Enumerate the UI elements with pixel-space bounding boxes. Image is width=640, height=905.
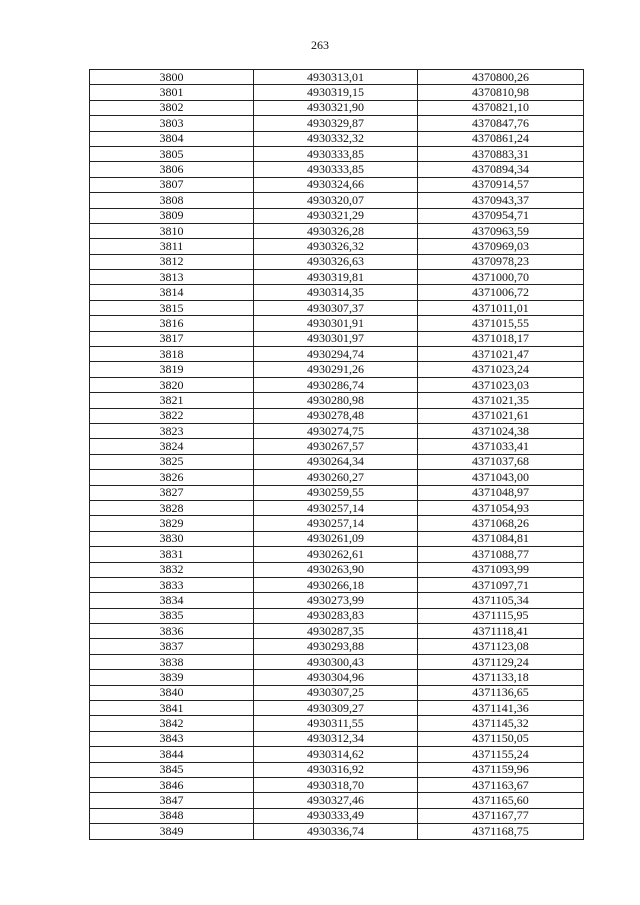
x-coordinate-cell: 4930274,75 <box>254 423 418 438</box>
y-coordinate-cell: 4371145,32 <box>418 716 584 731</box>
x-coordinate-cell: 4930307,37 <box>254 300 418 315</box>
table-row <box>90 500 584 515</box>
y-coordinate-cell: 4371021,35 <box>418 393 584 408</box>
table-row <box>90 423 584 438</box>
y-coordinate-cell: 4370894,34 <box>418 162 584 177</box>
table-row <box>90 146 584 161</box>
x-coordinate-cell: 4930259,55 <box>254 485 418 500</box>
point-number-cell: 3819 <box>90 362 254 377</box>
y-coordinate-cell: 4371021,61 <box>418 408 584 423</box>
table-row <box>90 654 584 669</box>
table-row <box>90 793 584 808</box>
x-coordinate-cell: 4930321,29 <box>254 208 418 223</box>
table-row <box>90 116 584 131</box>
x-coordinate-cell: 4930336,74 <box>254 824 418 839</box>
point-number-cell: 3848 <box>90 808 254 823</box>
y-coordinate-cell: 4370883,31 <box>418 146 584 161</box>
table-row <box>90 577 584 592</box>
table-row <box>90 485 584 500</box>
point-number-cell: 3822 <box>90 408 254 423</box>
y-coordinate-cell: 4370861,24 <box>418 131 584 146</box>
x-coordinate-cell: 4930326,63 <box>254 254 418 269</box>
x-coordinate-cell: 4930261,09 <box>254 531 418 546</box>
table-row <box>90 777 584 792</box>
x-coordinate-cell: 4930329,87 <box>254 116 418 131</box>
point-number-cell: 3824 <box>90 439 254 454</box>
x-coordinate-cell: 4930291,26 <box>254 362 418 377</box>
table-row <box>90 70 584 85</box>
coordinates-table-body <box>90 70 584 840</box>
y-coordinate-cell: 4370914,57 <box>418 177 584 192</box>
point-number-cell: 3845 <box>90 762 254 777</box>
y-coordinate-cell: 4371018,17 <box>418 331 584 346</box>
table-row <box>90 131 584 146</box>
table-row <box>90 624 584 639</box>
point-number-cell: 3849 <box>90 824 254 839</box>
y-coordinate-cell: 4371093,99 <box>418 562 584 577</box>
point-number-cell: 3801 <box>90 85 254 100</box>
x-coordinate-cell: 4930318,70 <box>254 777 418 792</box>
table-row <box>90 762 584 777</box>
point-number-cell: 3814 <box>90 285 254 300</box>
x-coordinate-cell: 4930257,14 <box>254 500 418 515</box>
point-number-cell: 3811 <box>90 239 254 254</box>
table-row <box>90 100 584 115</box>
point-number-cell: 3841 <box>90 701 254 716</box>
y-coordinate-cell: 4370969,03 <box>418 239 584 254</box>
y-coordinate-cell: 4371123,08 <box>418 639 584 654</box>
point-number-cell: 3808 <box>90 193 254 208</box>
y-coordinate-cell: 4371167,77 <box>418 808 584 823</box>
y-coordinate-cell: 4371105,34 <box>418 593 584 608</box>
point-number-cell: 3838 <box>90 654 254 669</box>
x-coordinate-cell: 4930287,35 <box>254 624 418 639</box>
point-number-cell: 3820 <box>90 377 254 392</box>
x-coordinate-cell: 4930301,91 <box>254 316 418 331</box>
table-row <box>90 285 584 300</box>
y-coordinate-cell: 4371150,05 <box>418 731 584 746</box>
x-coordinate-cell: 4930267,57 <box>254 439 418 454</box>
table-row <box>90 454 584 469</box>
table-row <box>90 747 584 762</box>
point-number-cell: 3826 <box>90 470 254 485</box>
table-row <box>90 316 584 331</box>
point-number-cell: 3834 <box>90 593 254 608</box>
x-coordinate-cell: 4930333,85 <box>254 162 418 177</box>
y-coordinate-cell: 4371054,93 <box>418 500 584 515</box>
y-coordinate-cell: 4371006,72 <box>418 285 584 300</box>
point-number-cell: 3818 <box>90 347 254 362</box>
table-row <box>90 808 584 823</box>
table-row <box>90 731 584 746</box>
x-coordinate-cell: 4930263,90 <box>254 562 418 577</box>
table-row <box>90 254 584 269</box>
point-number-cell: 3810 <box>90 223 254 238</box>
point-number-cell: 3832 <box>90 562 254 577</box>
x-coordinate-cell: 4930326,28 <box>254 223 418 238</box>
point-number-cell: 3817 <box>90 331 254 346</box>
x-coordinate-cell: 4930301,97 <box>254 331 418 346</box>
point-number-cell: 3827 <box>90 485 254 500</box>
x-coordinate-cell: 4930257,14 <box>254 516 418 531</box>
point-number-cell: 3806 <box>90 162 254 177</box>
y-coordinate-cell: 4370943,37 <box>418 193 584 208</box>
y-coordinate-cell: 4371133,18 <box>418 670 584 685</box>
point-number-cell: 3842 <box>90 716 254 731</box>
table-row <box>90 562 584 577</box>
table-row <box>90 608 584 623</box>
x-coordinate-cell: 4930262,61 <box>254 547 418 562</box>
table-row <box>90 270 584 285</box>
x-coordinate-cell: 4930280,98 <box>254 393 418 408</box>
point-number-cell: 3812 <box>90 254 254 269</box>
x-coordinate-cell: 4930264,34 <box>254 454 418 469</box>
x-coordinate-cell: 4930294,74 <box>254 347 418 362</box>
point-number-cell: 3804 <box>90 131 254 146</box>
table-row <box>90 331 584 346</box>
table-row <box>90 223 584 238</box>
y-coordinate-cell: 4370800,26 <box>418 70 584 85</box>
y-coordinate-cell: 4371118,41 <box>418 624 584 639</box>
x-coordinate-cell: 4930326,32 <box>254 239 418 254</box>
x-coordinate-cell: 4930319,15 <box>254 85 418 100</box>
y-coordinate-cell: 4371037,68 <box>418 454 584 469</box>
point-number-cell: 3815 <box>90 300 254 315</box>
table-row <box>90 531 584 546</box>
x-coordinate-cell: 4930260,27 <box>254 470 418 485</box>
y-coordinate-cell: 4371136,65 <box>418 685 584 700</box>
table-row <box>90 347 584 362</box>
y-coordinate-cell: 4371088,77 <box>418 547 584 562</box>
table-row <box>90 362 584 377</box>
x-coordinate-cell: 4930314,35 <box>254 285 418 300</box>
y-coordinate-cell: 4371068,26 <box>418 516 584 531</box>
y-coordinate-cell: 4371021,47 <box>418 347 584 362</box>
x-coordinate-cell: 4930300,43 <box>254 654 418 669</box>
y-coordinate-cell: 4371011,01 <box>418 300 584 315</box>
x-coordinate-cell: 4930278,48 <box>254 408 418 423</box>
y-coordinate-cell: 4371159,96 <box>418 762 584 777</box>
x-coordinate-cell: 4930307,25 <box>254 685 418 700</box>
table-row <box>90 239 584 254</box>
table-row <box>90 300 584 315</box>
y-coordinate-cell: 4371000,70 <box>418 270 584 285</box>
point-number-cell: 3829 <box>90 516 254 531</box>
x-coordinate-cell: 4930283,83 <box>254 608 418 623</box>
x-coordinate-cell: 4930333,49 <box>254 808 418 823</box>
point-number-cell: 3813 <box>90 270 254 285</box>
x-coordinate-cell: 4930311,55 <box>254 716 418 731</box>
y-coordinate-cell: 4371155,24 <box>418 747 584 762</box>
point-number-cell: 3840 <box>90 685 254 700</box>
y-coordinate-cell: 4370963,59 <box>418 223 584 238</box>
x-coordinate-cell: 4930309,27 <box>254 701 418 716</box>
x-coordinate-cell: 4930286,74 <box>254 377 418 392</box>
y-coordinate-cell: 4370810,98 <box>418 85 584 100</box>
x-coordinate-cell: 4930333,85 <box>254 146 418 161</box>
x-coordinate-cell: 4930273,99 <box>254 593 418 608</box>
x-coordinate-cell: 4930304,96 <box>254 670 418 685</box>
point-number-cell: 3807 <box>90 177 254 192</box>
y-coordinate-cell: 4371163,67 <box>418 777 584 792</box>
point-number-cell: 3803 <box>90 116 254 131</box>
x-coordinate-cell: 4930314,62 <box>254 747 418 762</box>
table-row <box>90 547 584 562</box>
y-coordinate-cell: 4371033,41 <box>418 439 584 454</box>
x-coordinate-cell: 4930324,66 <box>254 177 418 192</box>
point-number-cell: 3836 <box>90 624 254 639</box>
y-coordinate-cell: 4371023,24 <box>418 362 584 377</box>
table-row <box>90 162 584 177</box>
table-row <box>90 470 584 485</box>
table-row <box>90 377 584 392</box>
y-coordinate-cell: 4370978,23 <box>418 254 584 269</box>
y-coordinate-cell: 4371084,81 <box>418 531 584 546</box>
point-number-cell: 3835 <box>90 608 254 623</box>
y-coordinate-cell: 4371115,95 <box>418 608 584 623</box>
point-number-cell: 3809 <box>90 208 254 223</box>
y-coordinate-cell: 4370847,76 <box>418 116 584 131</box>
point-number-cell: 3821 <box>90 393 254 408</box>
y-coordinate-cell: 4371129,24 <box>418 654 584 669</box>
point-number-cell: 3825 <box>90 454 254 469</box>
point-number-cell: 3823 <box>90 423 254 438</box>
table-row <box>90 593 584 608</box>
point-number-cell: 3843 <box>90 731 254 746</box>
table-row <box>90 670 584 685</box>
y-coordinate-cell: 4371023,03 <box>418 377 584 392</box>
point-number-cell: 3800 <box>90 70 254 85</box>
page-number: 263 <box>311 38 329 52</box>
point-number-cell: 3839 <box>90 670 254 685</box>
y-coordinate-cell: 4371168,75 <box>418 824 584 839</box>
y-coordinate-cell: 4370821,10 <box>418 100 584 115</box>
x-coordinate-cell: 4930316,92 <box>254 762 418 777</box>
table-row <box>90 685 584 700</box>
y-coordinate-cell: 4371141,36 <box>418 701 584 716</box>
x-coordinate-cell: 4930312,34 <box>254 731 418 746</box>
table-row <box>90 824 584 839</box>
point-number-cell: 3802 <box>90 100 254 115</box>
x-coordinate-cell: 4930320,07 <box>254 193 418 208</box>
y-coordinate-cell: 4370954,71 <box>418 208 584 223</box>
point-number-cell: 3833 <box>90 577 254 592</box>
table-row <box>90 716 584 731</box>
point-number-cell: 3830 <box>90 531 254 546</box>
point-number-cell: 3844 <box>90 747 254 762</box>
x-coordinate-cell: 4930293,88 <box>254 639 418 654</box>
y-coordinate-cell: 4371165,60 <box>418 793 584 808</box>
point-number-cell: 3805 <box>90 146 254 161</box>
x-coordinate-cell: 4930327,46 <box>254 793 418 808</box>
x-coordinate-cell: 4930313,01 <box>254 70 418 85</box>
table-row <box>90 516 584 531</box>
point-number-cell: 3831 <box>90 547 254 562</box>
y-coordinate-cell: 4371048,97 <box>418 485 584 500</box>
point-number-cell: 3816 <box>90 316 254 331</box>
point-number-cell: 3837 <box>90 639 254 654</box>
table-row <box>90 439 584 454</box>
point-number-cell: 3828 <box>90 500 254 515</box>
point-number-cell: 3847 <box>90 793 254 808</box>
y-coordinate-cell: 4371097,71 <box>418 577 584 592</box>
coordinates-table <box>89 69 584 840</box>
y-coordinate-cell: 4371024,38 <box>418 423 584 438</box>
table-row <box>90 193 584 208</box>
x-coordinate-cell: 4930332,32 <box>254 131 418 146</box>
y-coordinate-cell: 4371015,55 <box>418 316 584 331</box>
x-coordinate-cell: 4930319,81 <box>254 270 418 285</box>
table-row <box>90 85 584 100</box>
table-row <box>90 208 584 223</box>
table-row <box>90 177 584 192</box>
table-row <box>90 639 584 654</box>
table-row <box>90 701 584 716</box>
table-row <box>90 393 584 408</box>
x-coordinate-cell: 4930321,90 <box>254 100 418 115</box>
point-number-cell: 3846 <box>90 777 254 792</box>
table-row <box>90 408 584 423</box>
x-coordinate-cell: 4930266,18 <box>254 577 418 592</box>
y-coordinate-cell: 4371043,00 <box>418 470 584 485</box>
